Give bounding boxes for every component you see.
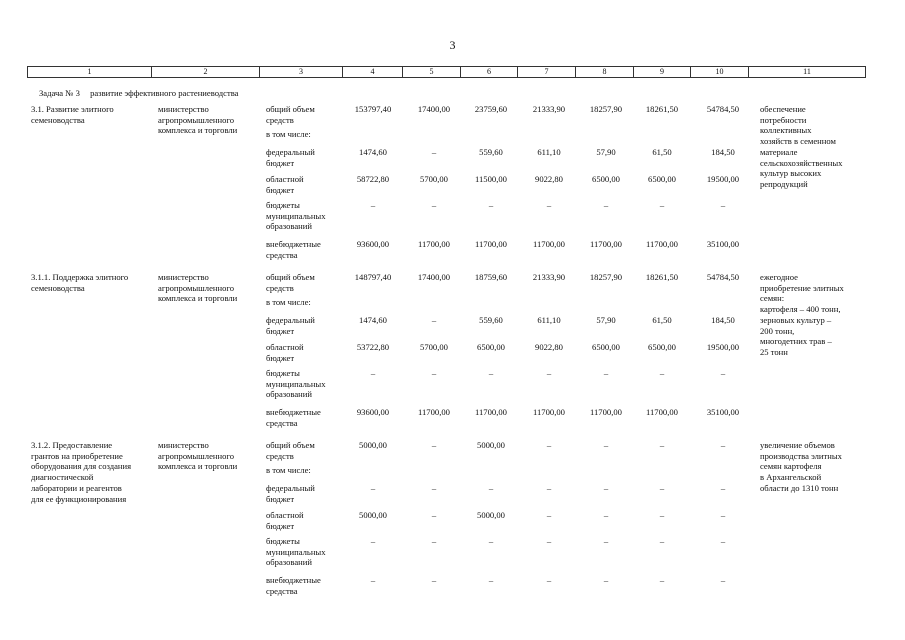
amount-cell: 93600,00 <box>356 239 390 249</box>
amount-cell: 11700,00 <box>418 239 450 249</box>
amount-cell: – <box>546 536 552 546</box>
amount-cell: 54784,50 <box>706 104 740 114</box>
amount-cell: 18257,90 <box>589 272 623 282</box>
amount-cell: 611,10 <box>537 315 561 325</box>
amount-cell: – <box>659 483 665 493</box>
amount-cell: – <box>488 575 494 585</box>
amount-cell: 5000,00 <box>477 510 505 520</box>
executor-name: министерство агропромышленного комплекса и торговли <box>158 440 238 472</box>
measure-name: 3.1. Развитие элитного семеноводства <box>31 104 114 125</box>
header-col-3: 3 <box>260 67 343 78</box>
amount-cell: 153797,40 <box>354 104 392 114</box>
amount-cell: – <box>603 368 609 378</box>
amount-cell: 11700,00 <box>418 407 450 417</box>
amount-cell: 11700,00 <box>533 239 565 249</box>
amount-cell: 5700,00 <box>420 174 448 184</box>
amount-cell: 19500,00 <box>706 174 740 184</box>
amount-cell: – <box>370 200 376 210</box>
amount-cell: 23759,60 <box>474 104 508 114</box>
amount-cell: – <box>603 510 609 520</box>
amount-cell: 611,10 <box>537 147 561 157</box>
amount-cell: 6500,00 <box>648 174 676 184</box>
header-col-5: 5 <box>403 67 461 78</box>
funding-source-label: общий объем средств <box>266 440 315 461</box>
amount-cell: 61,50 <box>652 315 672 325</box>
amount-cell: 5700,00 <box>420 342 448 352</box>
amount-cell: 1474,60 <box>359 147 387 157</box>
amount-cell: – <box>603 483 609 493</box>
amount-cell: 19500,00 <box>706 342 740 352</box>
amount-cell: 559,60 <box>479 147 503 157</box>
funding-source-label: внебюджетные средства <box>266 575 321 596</box>
amount-cell: – <box>659 200 665 210</box>
funding-source-label: внебюджетные средства <box>266 407 321 428</box>
amount-cell: – <box>720 510 726 520</box>
amount-cell: – <box>546 200 552 210</box>
task-number: Задача № 3 <box>39 88 80 98</box>
header-col-9: 9 <box>634 67 691 78</box>
amount-cell: 6500,00 <box>592 174 620 184</box>
amount-cell: – <box>720 440 726 450</box>
header-col-8: 8 <box>576 67 634 78</box>
amount-cell: 6500,00 <box>592 342 620 352</box>
task-title: развитие эффективного растениеводства <box>90 88 239 98</box>
funding-source-label: общий объем средств <box>266 272 315 293</box>
amount-cell: – <box>659 575 665 585</box>
amount-cell: – <box>603 440 609 450</box>
amount-cell: 17400,00 <box>417 104 451 114</box>
amount-cell: 21333,90 <box>532 104 566 114</box>
amount-cell: 6500,00 <box>648 342 676 352</box>
amount-cell: 5000,00 <box>359 440 387 450</box>
amount-cell: 57,90 <box>596 315 616 325</box>
amount-cell: 11700,00 <box>646 407 678 417</box>
amount-cell: 35100,00 <box>706 407 740 417</box>
measure-name: 3.1.2. Предоставление грантов на приобретение оборудования для создания диагностической лаборатории и реагентов для ее функционирования <box>31 440 132 504</box>
amount-cell: 18261,50 <box>645 104 679 114</box>
amount-cell: – <box>370 483 376 493</box>
funding-source-label: федеральный бюджет <box>266 483 315 504</box>
amount-cell: – <box>546 368 552 378</box>
amount-cell: 11700,00 <box>590 407 622 417</box>
header-col-4: 4 <box>343 67 403 78</box>
amount-cell: – <box>720 368 726 378</box>
amount-cell: – <box>603 575 609 585</box>
header-col-6: 6 <box>461 67 518 78</box>
amount-cell: – <box>488 536 494 546</box>
amount-cell: – <box>431 440 437 450</box>
amount-cell: – <box>431 368 437 378</box>
amount-cell: 148797,40 <box>354 272 392 282</box>
funding-source-label: бюджеты муниципальных образований <box>266 200 326 232</box>
amount-cell: – <box>431 200 437 210</box>
amount-cell: 18257,90 <box>589 104 623 114</box>
funding-source-label: в том числе: <box>266 129 311 139</box>
amount-cell: 35100,00 <box>706 239 740 249</box>
funding-source-label: бюджеты муниципальных образований <box>266 368 326 400</box>
funding-source-label: федеральный бюджет <box>266 315 315 336</box>
amount-cell: 9022,80 <box>535 342 563 352</box>
amount-cell: 93600,00 <box>356 407 390 417</box>
amount-cell: 53722,80 <box>356 342 390 352</box>
expected-result: ежегодное приобретение элитных семян: картофеля – 400 тонн, зерновых культур – 200 тонн, многодетних трав – 25 тонн <box>760 272 844 358</box>
page-number: 3 <box>449 38 456 52</box>
amount-cell: 18759,60 <box>474 272 508 282</box>
expected-result: обеспечение потребности коллективных хозяйств в семенном материале сельскохозяйственных культур высоких репродукций <box>760 104 843 190</box>
funding-source-label: областной бюджет <box>266 342 304 363</box>
executor-name: министерство агропромышленного комплекса и торговли <box>158 272 238 304</box>
amount-cell: 1474,60 <box>359 315 387 325</box>
amount-cell: 54784,50 <box>706 272 740 282</box>
funding-source-label: в том числе: <box>266 297 311 307</box>
funding-source-label: областной бюджет <box>266 510 304 531</box>
amount-cell: – <box>659 368 665 378</box>
amount-cell: – <box>603 200 609 210</box>
measure-name: 3.1.1. Поддержка элитного семеноводства <box>31 272 129 293</box>
funding-source-label: общий объем средств <box>266 104 315 125</box>
amount-cell: – <box>370 575 376 585</box>
expected-result: увеличение объемов производства элитных семян картофеля в Архангельской области до 1310 тонн <box>760 440 842 493</box>
amount-cell: 11700,00 <box>533 407 565 417</box>
amount-cell: – <box>720 536 726 546</box>
amount-cell: 5000,00 <box>359 510 387 520</box>
header-col-10: 10 <box>691 67 749 78</box>
task-heading <box>39 88 238 99</box>
amount-cell: 11700,00 <box>475 407 507 417</box>
amount-cell: – <box>431 536 437 546</box>
amount-cell: – <box>720 200 726 210</box>
header-col-2: 2 <box>152 67 260 78</box>
amount-cell: – <box>659 440 665 450</box>
amount-cell: 17400,00 <box>417 272 451 282</box>
amount-cell: 9022,80 <box>535 174 563 184</box>
amount-cell: 11700,00 <box>475 239 507 249</box>
amount-cell: – <box>431 147 437 157</box>
amount-cell: 61,50 <box>652 147 672 157</box>
header-col-1: 1 <box>28 67 152 78</box>
amount-cell: – <box>488 483 494 493</box>
column-number-header <box>27 66 866 78</box>
header-col-7: 7 <box>518 67 576 78</box>
amount-cell: – <box>431 575 437 585</box>
amount-cell: 559,60 <box>479 315 503 325</box>
funding-source-label: областной бюджет <box>266 174 304 195</box>
amount-cell: – <box>546 483 552 493</box>
amount-cell: – <box>720 575 726 585</box>
amount-cell: 11700,00 <box>646 239 678 249</box>
amount-cell: – <box>659 510 665 520</box>
amount-cell: – <box>546 575 552 585</box>
amount-cell: – <box>659 536 665 546</box>
amount-cell: – <box>370 368 376 378</box>
amount-cell: – <box>488 368 494 378</box>
amount-cell: – <box>546 510 552 520</box>
amount-cell: – <box>720 483 726 493</box>
amount-cell: 5000,00 <box>477 440 505 450</box>
amount-cell: – <box>431 510 437 520</box>
amount-cell: 58722,80 <box>356 174 390 184</box>
header-col-11: 11 <box>749 67 866 78</box>
amount-cell: 18261,50 <box>645 272 679 282</box>
amount-cell: – <box>370 536 376 546</box>
amount-cell: 6500,00 <box>477 342 505 352</box>
funding-source-label: федеральный бюджет <box>266 147 315 168</box>
amount-cell: 184,50 <box>711 147 735 157</box>
amount-cell: 57,90 <box>596 147 616 157</box>
amount-cell: – <box>431 315 437 325</box>
funding-source-label: внебюджетные средства <box>266 239 321 260</box>
amount-cell: 11500,00 <box>475 174 507 184</box>
amount-cell: – <box>488 200 494 210</box>
amount-cell: 21333,90 <box>532 272 566 282</box>
executor-name: министерство агропромышленного комплекса и торговли <box>158 104 238 136</box>
amount-cell: – <box>431 483 437 493</box>
amount-cell: – <box>603 536 609 546</box>
funding-source-label: в том числе: <box>266 465 311 475</box>
amount-cell: 11700,00 <box>590 239 622 249</box>
funding-source-label: бюджеты муниципальных образований <box>266 536 326 568</box>
amount-cell: 184,50 <box>711 315 735 325</box>
amount-cell: – <box>546 440 552 450</box>
